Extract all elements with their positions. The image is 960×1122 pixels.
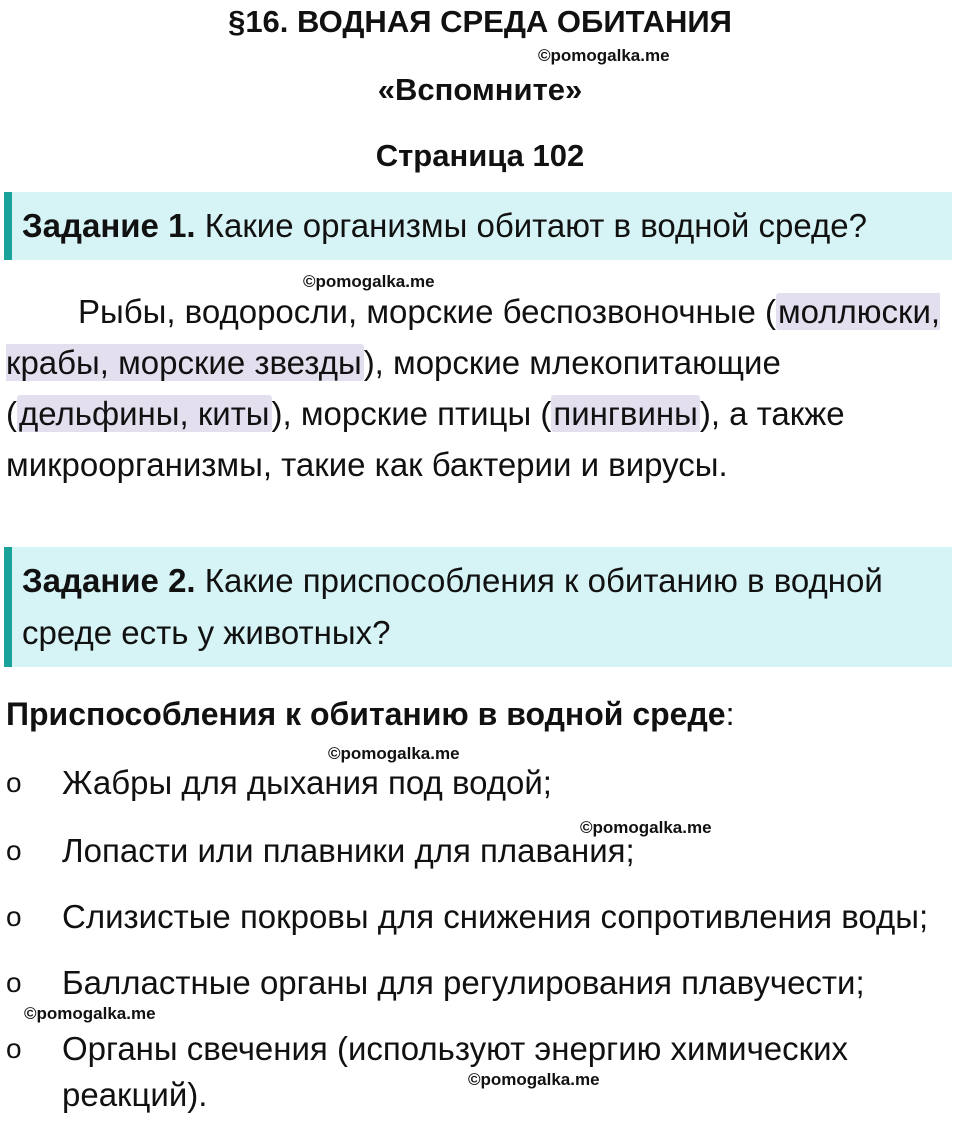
answer-1-text: ), морские млекопитающие (	[6, 344, 781, 432]
watermark: ©pomogalka.me	[303, 272, 435, 291]
list-item-text: Балластные органы для регулирования плавучести;	[62, 964, 865, 1001]
adaptations-heading-colon: :	[725, 696, 735, 732]
watermark: ©pomogalka.me	[468, 1070, 600, 1089]
watermark: ©pomogalka.me	[538, 46, 670, 65]
watermark: ©pomogalka.me	[328, 744, 460, 763]
task-1-label: Задание 1.	[22, 207, 196, 244]
bullet-icon: o	[6, 1033, 22, 1064]
bullet-icon: o	[6, 767, 22, 798]
task-2-label: Задание 2.	[22, 562, 196, 599]
list-item-text: Органы свечения (используют энергию химических реакций).	[62, 1030, 849, 1113]
adaptations-heading-text: Приспособления к обитанию в водной среде	[6, 696, 726, 732]
list-item-text: Лопасти или плавники для плавания;	[62, 832, 635, 869]
subtitle: «Вспомните»	[377, 72, 583, 107]
list-item	[6, 828, 956, 874]
highlight-penguins: пингвины	[553, 395, 698, 432]
watermark: ©pomogalka.me	[580, 818, 712, 837]
answer-1-text: ), морские птицы (	[271, 395, 552, 432]
task-2-question: Какие приспособления к обитанию в водной среде есть у животных?	[22, 562, 883, 651]
adaptations-heading	[6, 696, 734, 733]
task-2-box	[4, 547, 952, 667]
list-item	[6, 960, 956, 1006]
list-item	[6, 760, 956, 806]
section-title: §16. ВОДНАЯ СРЕДА ОБИТАНИЯ	[228, 4, 732, 39]
highlight-dolphins: дельфины, киты	[19, 395, 270, 432]
list-item	[6, 894, 956, 940]
answer-1	[6, 286, 954, 490]
task-1-box	[4, 192, 952, 260]
highlight-molluscs: моллюски, крабы, морские звезды	[6, 293, 941, 381]
answer-1-text: ), а также микроорганизмы, такие как бактерии и вирусы.	[6, 395, 845, 483]
page-number: Страница 102	[375, 138, 585, 173]
list-item-text: Жабры для дыхания под водой;	[62, 764, 552, 801]
task-1-question: Какие организмы обитают в водной среде?	[195, 207, 867, 244]
bullet-icon: o	[6, 901, 22, 932]
bullet-icon: o	[6, 835, 22, 866]
bullet-icon: o	[6, 967, 22, 998]
answer-1-text: Рыбы, водоросли, морские беспозвоночные (	[78, 293, 776, 330]
watermark: ©pomogalka.me	[24, 1004, 156, 1023]
list-item-text: Слизистые покровы для снижения сопротивления воды;	[62, 898, 929, 935]
